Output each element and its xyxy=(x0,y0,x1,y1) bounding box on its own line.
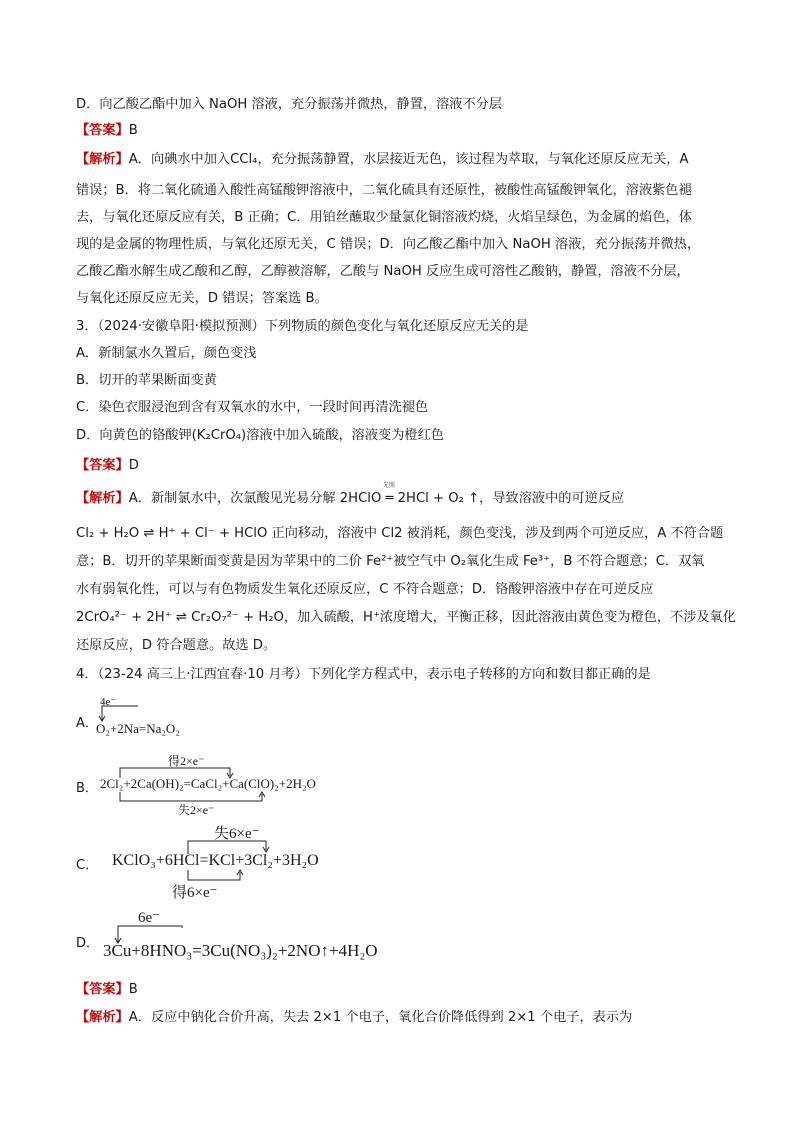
q4-option-d-equation: 3Cu+8HNO₃=3Cu(NO₃)₂+2NO↑+4H₂O xyxy=(103,941,378,960)
q3-analysis-line-2: Cl₂ + H₂O ⇌ H⁺ + Cl⁻ + HClO 正向移动，溶液中 Cl2 被消耗，颜色变浅，涉及到两个可逆反应，A 不符合题 xyxy=(76,526,724,541)
q4-option-b-gain: 得2×e⁻ xyxy=(168,754,205,768)
q2-option-d: D．向乙酸乙酯中加入 NaOH 溶液，充分振荡并微热，静置，溶液不分层 xyxy=(76,97,503,112)
q4-analysis-line-1: 【解析】A．反应中钠化合价升高，失去 2×1 个电子，氧化合价降低得到 2×1 个电子，表示为 xyxy=(76,1010,633,1025)
q3-option-a: A．新制氯水久置后，颜色变浅 xyxy=(76,346,257,361)
q4-option-b-equation: 2Cl₂+2Ca(OH)₂=CaCl₂+Ca(ClO)₂+2H₂O xyxy=(100,776,316,791)
q3-analysis-line-6: 还原反应，D 符合题意。故选 D。 xyxy=(76,638,277,653)
q3-analysis-line-3: 意；B．切开的苹果断面变黄是因为苹果中的二价 Fe²⁺被空气中 O₂氧化生成 Fe³⁺，B 不符合题意；C．双氧 xyxy=(76,554,705,569)
q3-analysis-line-4: 水有弱氧化性，可以与有色物质发生氧化还原反应，C 不符合题意；D．铬酸钾溶液中存在可逆反应 xyxy=(76,582,654,597)
q4-option-b-label: B． xyxy=(76,781,98,796)
answer-tag: 【答案】 xyxy=(76,982,129,997)
q3-stem: 3．（2024·安徽阜阳·模拟预测）下列物质的颜色变化与氧化还原反应无关的是 xyxy=(76,319,529,334)
answer-tag: 【答案】 xyxy=(76,123,129,138)
q4-option-d-electrons: 6e⁻ xyxy=(138,910,161,926)
answer-tag: 【答案】 xyxy=(76,458,129,473)
q4-answer: B xyxy=(128,982,138,997)
q4-option-a-electrons: 4e⁻ xyxy=(100,696,117,708)
q3-option-b: B．切开的苹果断面变黄 xyxy=(76,373,217,388)
q2-analysis-line-4: 现的是金属的物理性质，与氧化还原无关，C 错误；D．向乙酸乙酯中加入 NaOH 溶液，充分振荡并微热， xyxy=(76,237,701,252)
q4-option-a-equation: O₂+2Na=Na₂O₂ xyxy=(96,721,180,736)
q2-analysis-line-1: 【解析】A．向碘水中加入CCl₄，充分振荡静置，水层接近无色，该过程为萃取，与氧化还原反应无关，A xyxy=(76,152,689,167)
q3-answer-line xyxy=(76,457,139,475)
q4-option-c-loss: 失6×e⁻ xyxy=(214,826,260,842)
q3-answer: D xyxy=(128,458,139,473)
q4-stem: 4．（23-24 高三上·江西宜春·10 月考）下列化学方程式中，表示电子转移的方向和数目都正确的是 xyxy=(76,667,651,682)
q4-option-c-gain: 得6×e⁻ xyxy=(172,885,218,901)
q4-answer-line xyxy=(76,981,138,999)
light-condition-label: 光照 xyxy=(383,482,396,489)
q4-option-a-label: A． xyxy=(76,716,98,731)
q2-analysis-line-5: 乙酸乙酯水解生成乙酸和乙醇，乙醇被溶解，乙酸与 NaOH 反应生成可溶性乙酸钠，静置，溶液不分层， xyxy=(76,264,690,279)
q4-option-c-label: C． xyxy=(76,858,99,873)
q2-analysis-line-2: 错误；B．将二氧化硫通入酸性高锰酸钾溶液中，二氧化硫具有还原性，被酸性高锰酸钾氧化，溶液紫色褪 xyxy=(76,183,692,198)
analysis-tag: 【解析】 xyxy=(76,1010,129,1025)
analysis-tag: 【解析】 xyxy=(76,152,129,167)
q2-answer-line xyxy=(76,122,138,140)
q4-option-c-equation: KClO₃+6HCl=KCl+3Cl₂+3H₂O xyxy=(112,852,319,869)
q2-answer: B xyxy=(128,123,138,138)
q3-analysis-line-5: 2CrO₄²⁻ + 2H⁺ ⇌ Cr₂O₇²⁻ + H₂O，加入硫酸，H⁺浓度增大，平衡正移，因此溶液由黄色变为橙色，不涉及氧化 xyxy=(76,610,736,625)
q3-analysis-line-1: 【解析】A．新制氯水中，次氯酸见光易分解 2HClO ═ 2HCl + O₂ ↑，导致溶液中的可逆反应 xyxy=(76,491,625,506)
q4-option-b-loss: 失2×e⁻ xyxy=(178,803,215,817)
q2-analysis-line-6: 与氧化还原反应无关，D 错误；答案选 B。 xyxy=(76,291,328,306)
q2-analysis-line-3: 去，与氧化还原反应有关，B 正确；C．用铂丝蘸取少量氯化铜溶液灼烧，火焰呈绿色，为金属的焰色，体 xyxy=(76,210,692,225)
analysis-tag: 【解析】 xyxy=(76,491,129,506)
q3-option-c: C．染色衣服浸泡到含有双氧水的水中，一段时间再清洗褪色 xyxy=(76,400,429,415)
q3-option-d: D．向黄色的铬酸钾(K₂CrO₄)溶液中加入硫酸，溶液变为橙红色 xyxy=(76,428,444,443)
q4-option-d-label: D． xyxy=(76,936,100,951)
